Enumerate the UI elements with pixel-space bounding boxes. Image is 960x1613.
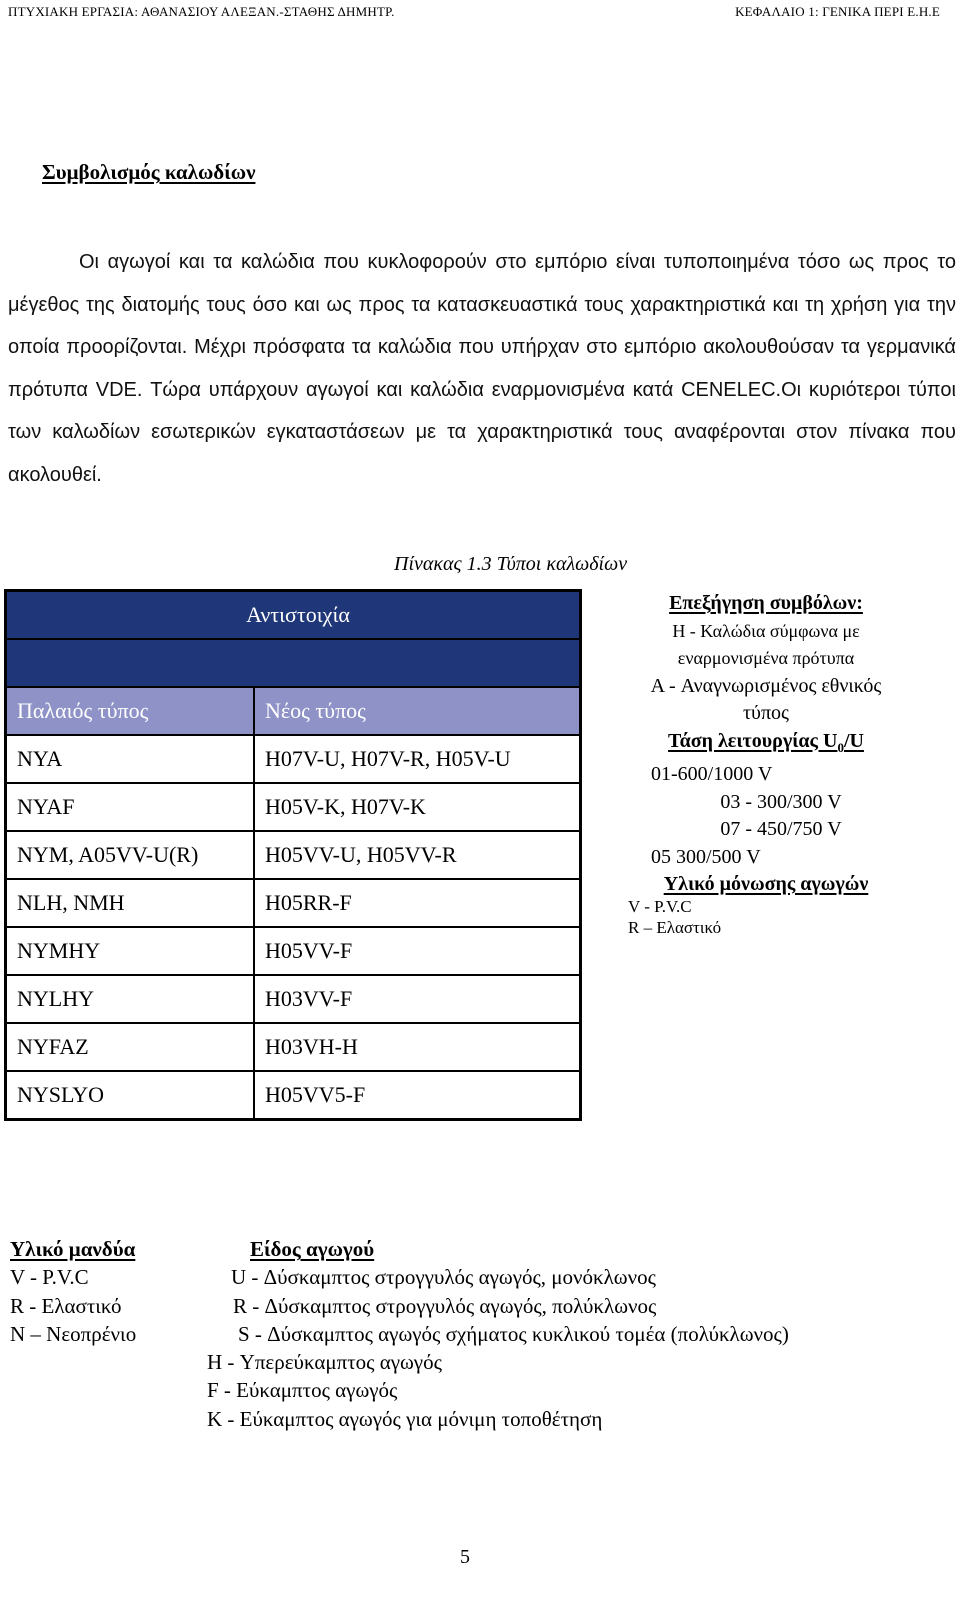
table-caption: Πίνακας 1.3 Τύποι καλωδίων bbox=[394, 553, 628, 575]
running-header-right: ΚΕΦΑΛΑΙΟ 1: ΓΕΝΙΚΑ ΠΕΡΙ Ε.Η.Ε bbox=[735, 4, 940, 19]
column-header-old-type: Παλαιός τύπος bbox=[6, 687, 255, 735]
legend-h-line1: H - Καλώδια σύμφωνα με bbox=[672, 620, 860, 641]
sheath-material-list bbox=[10, 1235, 136, 1348]
new-type-cell: H05V-K, H07V-K bbox=[254, 783, 581, 831]
conductor-type-list bbox=[204, 1235, 789, 1433]
conductor-item: K - Εύκαμπτος αγωγός για μόνιμη τοποθέτηση bbox=[207, 1406, 603, 1431]
new-type-cell: H05RR-F bbox=[254, 879, 581, 927]
voltage-item: 01-600/1000 V bbox=[651, 763, 773, 785]
new-type-cell: H05VV-F bbox=[254, 927, 581, 975]
table-column-header-row bbox=[6, 687, 581, 735]
voltage-title-prefix: Τάση λειτουργίας U bbox=[668, 729, 838, 752]
old-type-cell: NYMHY bbox=[6, 927, 255, 975]
insulation-title: Υλικό μόνωσης αγωγών bbox=[663, 873, 869, 895]
running-header-left: ΠΤΥΧΙΑΚΗ ΕΡΓΑΣΙΑ: ΑΘΑΝΑΣΙΟΥ ΑΛΕΞΑΝ.-ΣΤΑΘΗΣ ΔΗΜΗΤΡ. bbox=[8, 4, 395, 19]
table-row bbox=[6, 879, 581, 927]
voltage-title bbox=[596, 728, 936, 762]
legend-h-line2: εναρμονισμένα πρότυπα bbox=[677, 648, 855, 668]
table-row bbox=[6, 1023, 581, 1071]
sheath-item: V - P.V.C bbox=[10, 1265, 89, 1290]
section-title: Συμβολισμός καλωδίων bbox=[42, 160, 256, 184]
voltage-item: 07 - 450/750 V bbox=[720, 818, 842, 840]
symbols-legend bbox=[596, 590, 936, 899]
conductor-item: F - Εύκαμπτος αγωγός bbox=[207, 1378, 398, 1403]
conductor-title: Είδος αγωγού bbox=[250, 1237, 375, 1261]
table-row bbox=[6, 783, 581, 831]
old-type-cell: NYFAZ bbox=[6, 1023, 255, 1071]
new-type-cell: H05VV-U, H05VV-R bbox=[254, 831, 581, 879]
old-type-cell: NYAF bbox=[6, 783, 255, 831]
voltage-title-subscript: 0 bbox=[837, 739, 844, 755]
insulation-item: R – Ελαστικό bbox=[628, 918, 722, 937]
insulation-list bbox=[628, 896, 721, 938]
conductor-item: S - Δύσκαμπτος αγωγός σχήματος κυκλικού τομέα (πολύκλωνος) bbox=[238, 1321, 789, 1346]
new-type-cell: H07V-U, H07V-R, H05V-U bbox=[254, 735, 581, 783]
table-blank-band bbox=[6, 639, 581, 687]
table-row bbox=[6, 975, 581, 1023]
table-group-header-row bbox=[6, 591, 581, 640]
voltage-item: 03 - 300/300 V bbox=[720, 790, 842, 813]
sheath-item: R - Ελαστικό bbox=[10, 1293, 122, 1318]
insulation-item: V - P.V.C bbox=[628, 897, 692, 916]
new-type-cell: H05VV5-F bbox=[254, 1071, 581, 1120]
intro-paragraph bbox=[8, 241, 956, 496]
sheath-item: N – Νεοπρένιο bbox=[10, 1321, 137, 1346]
table-row bbox=[6, 735, 581, 783]
page-number: 5 bbox=[460, 1546, 470, 1568]
old-type-cell: NYM, A05VV-U(R) bbox=[6, 831, 255, 879]
cable-types-table bbox=[4, 589, 582, 1121]
legend-a-line2: τύπος bbox=[743, 702, 789, 724]
table-group-header: Αντιστοιχία bbox=[6, 591, 581, 640]
conductor-item: H - Υπερεύκαμπτος αγωγός bbox=[207, 1350, 442, 1375]
conductor-item: U - Δύσκαμπτος στρογγυλός αγωγός, μονόκλωνος bbox=[231, 1265, 656, 1290]
sheath-title: Υλικό μανδύα bbox=[10, 1237, 136, 1261]
voltage-title-suffix: /U bbox=[843, 729, 864, 752]
new-type-cell: H03VV-F bbox=[254, 975, 581, 1023]
table-row bbox=[6, 1071, 581, 1120]
old-type-cell: NYA bbox=[6, 735, 255, 783]
table-row bbox=[6, 927, 581, 975]
conductor-item: R - Δύσκαμπτος στρογγυλός αγωγός, πολύκλωνος bbox=[233, 1293, 657, 1318]
old-type-cell: NLH, NMH bbox=[6, 879, 255, 927]
table-blank-band-row bbox=[6, 639, 581, 687]
old-type-cell: NYSLYO bbox=[6, 1071, 255, 1120]
column-header-new-type: Νέος τύπος bbox=[254, 687, 581, 735]
table-row bbox=[6, 831, 581, 879]
intro-paragraph-text: Οι αγωγοί και τα καλώδια που κυκλοφορούν στο εμπόριο είναι τυποποιημένα τόσο ως προς το μέγεθος της διατομής τους όσο και ως προς τα κατασκευαστικά τους χαρακτηριστικά και τη χρήση για την οποία προορίζονται. Μέχρι πρόσφατα τα καλώδια που υπήρχαν στο εμπόριο ακολουθούσαν τα γερμανικά πρότυπα VDE. Τώρα υπάρχουν αγωγοί και καλώδια εναρμονισμένα κατά CENELEC.Οι κυριότεροι τύποι των καλωδίων εσωτερικών εγκαταστάσεων με τα χαρακτηριστικά τους αναφέρονται στον πίνακα που ακολουθεί. bbox=[8, 251, 956, 486]
old-type-cell: NYLHY bbox=[6, 975, 255, 1023]
legend-title: Επεξήγηση συμβόλων: bbox=[669, 592, 863, 614]
voltage-item: 05 300/500 V bbox=[651, 845, 761, 868]
legend-a-line1: A - Αναγνωρισμένος εθνικός bbox=[650, 674, 882, 697]
new-type-cell: H03VH-H bbox=[254, 1023, 581, 1071]
